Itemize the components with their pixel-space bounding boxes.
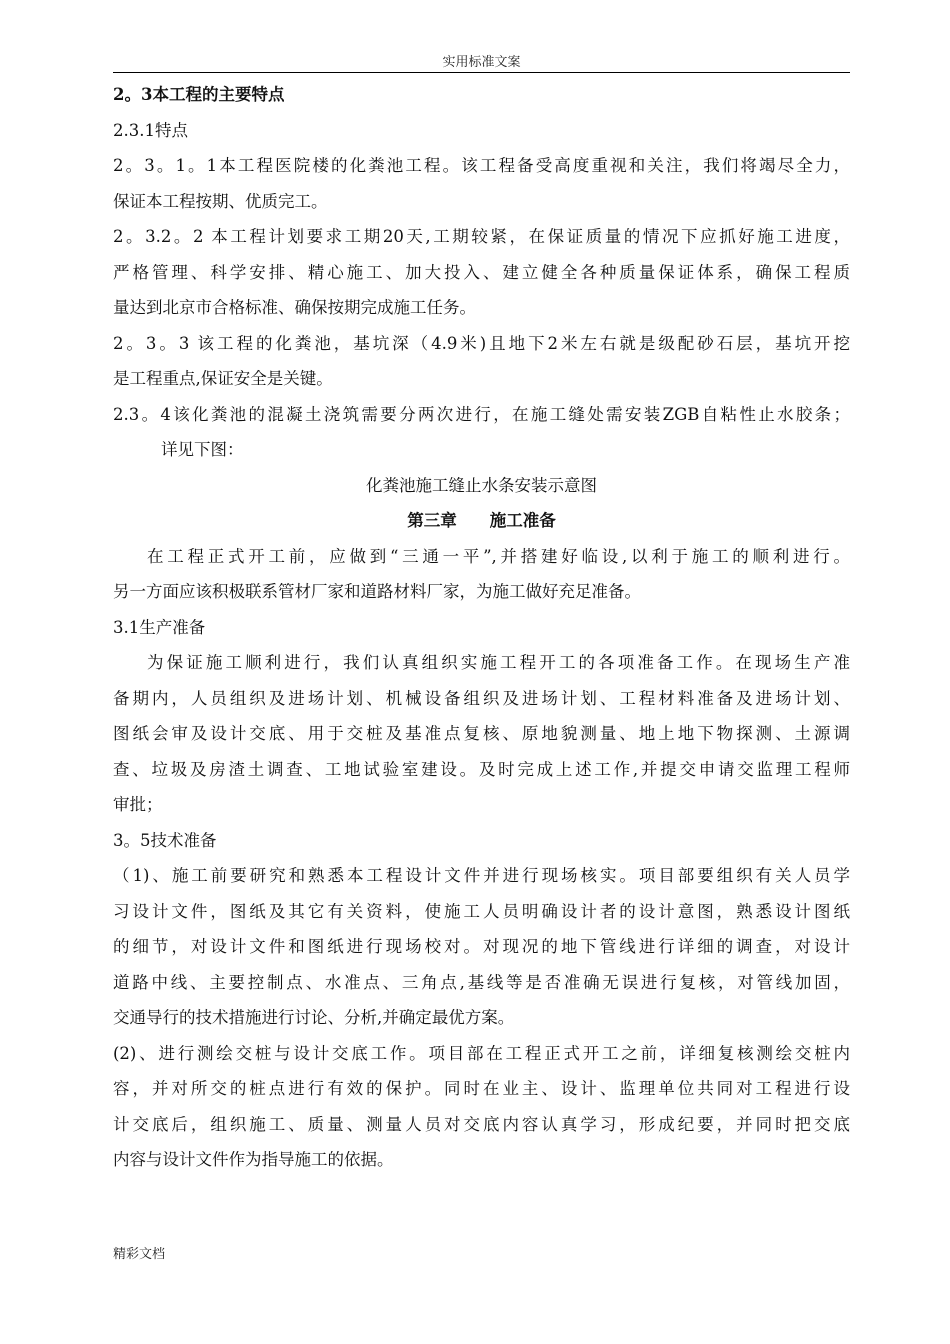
paragraph-line: 容，并对所交的桩点进行有效的保护。同时在业主、设计、监理单位共同对工程进行设 (113, 1079, 850, 1098)
header-rule (113, 72, 850, 73)
document-body (113, 77, 850, 1178)
paragraph-line: 查、垃圾及房渣土调查、工地试验室建设。及时完成上述工作,并提交申请交监理工程师 (113, 759, 850, 779)
paragraph-line: 习设计文件，图纸及其它有关资料，使施工人员明确设计者的设计意图，熟悉设计图纸 (113, 901, 850, 921)
paragraph-line: 量达到北京市合格标准、确保按期完成施工任务。 (113, 298, 476, 317)
paragraph-line: 保证本工程按期、优质完工。 (113, 191, 328, 211)
paragraph-line: (2)、进行测绘交桩与设计交底工作。项目部在工程正式开工之前，详细复核测绘交桩内 (113, 1043, 850, 1063)
paragraph-line: 道路中线、主要控制点、水准点、三角点,基线等是否准确无误进行复核，对管线加固， (113, 972, 850, 992)
chapter-title: 第三章 施工准备 (407, 511, 556, 530)
paragraph-line: 是工程重点,保证安全是关键。 (113, 369, 333, 388)
paragraph-line: 为保证施工顺利进行，我们认真组织实施工程开工的各项准备工作。在现场生产准 (147, 653, 850, 672)
paragraph-line: 另一方面应该积极联系管材厂家和道路材料厂家，为施工做好充足准备。 (113, 582, 641, 601)
paragraph-line: 2。3.2。2 本工程计划要求工期20天,工期较紧，在保证质量的情况下应抓好施工进度， (113, 227, 850, 246)
paragraph-line: 计交底后，组织施工、质量、测量人员对交底内容认真学习，形成纪要，并同时把交底 (113, 1114, 850, 1134)
paragraph-line: 严格管理、科学安排、精心施工、加大投入、建立健全各种质量保证体系，确保工程质 (113, 262, 850, 282)
paragraph-line: 的细节，对设计文件和图纸进行现场校对。对现况的地下管线进行详细的调查，对设计 (113, 937, 850, 956)
figure-caption: 化粪池施工缝止水条安装示意图 (366, 475, 597, 495)
page-footer: 精彩文档 (113, 1247, 166, 1262)
paragraph-line: 2。3。3 该工程的化粪池，基坑深（4.9米)且地下2米左右就是级配砂石层，基坑开挖 (113, 333, 850, 353)
paragraph-line: 详见下图： (161, 440, 244, 459)
paragraph-line: 2.3。4该化粪池的混凝土浇筑需要分两次进行，在施工缝处需安装ZGB自粘性止水胶条； (113, 404, 850, 424)
paragraph-line: 交通导行的技术措施进行讨论、分析,并确定最优方案。 (113, 1008, 515, 1027)
paragraph-line: 图纸会审及设计交底、用于交桩及基准点复核、原地貌测量、地上地下物探测、土源调 (113, 724, 850, 743)
paragraph-line: （1)、施工前要研究和熟悉本工程设计文件并进行现场核实。项目部要组织有关人员学 (113, 866, 850, 885)
subsection-heading: 3.1生产准备 (113, 617, 206, 637)
paragraph-line: 内容与设计文件作为指导施工的依据。 (113, 1150, 394, 1169)
paragraph-line: 2。3。1。1本工程医院楼的化粪池工程。该工程备受高度重视和关注，我们将竭尽全力， (113, 156, 850, 175)
subsection-heading: 3。5技术准备 (113, 830, 217, 850)
paragraph-line: 审批； (113, 795, 163, 814)
subsection-heading: 2.3.1特点 (113, 120, 188, 140)
paragraph-line: 在工程正式开工前，应做到“三通一平”,并搭建好临设,以利于施工的顺利进行。 (147, 546, 850, 566)
page-header: 实用标准文案 (442, 55, 521, 70)
paragraph-line: 备期内，人员组织及进场计划、机械设备组织及进场计划、工程材料准备及进场计划、 (113, 688, 850, 708)
section-heading: 2。3本工程的主要特点 (113, 85, 285, 104)
